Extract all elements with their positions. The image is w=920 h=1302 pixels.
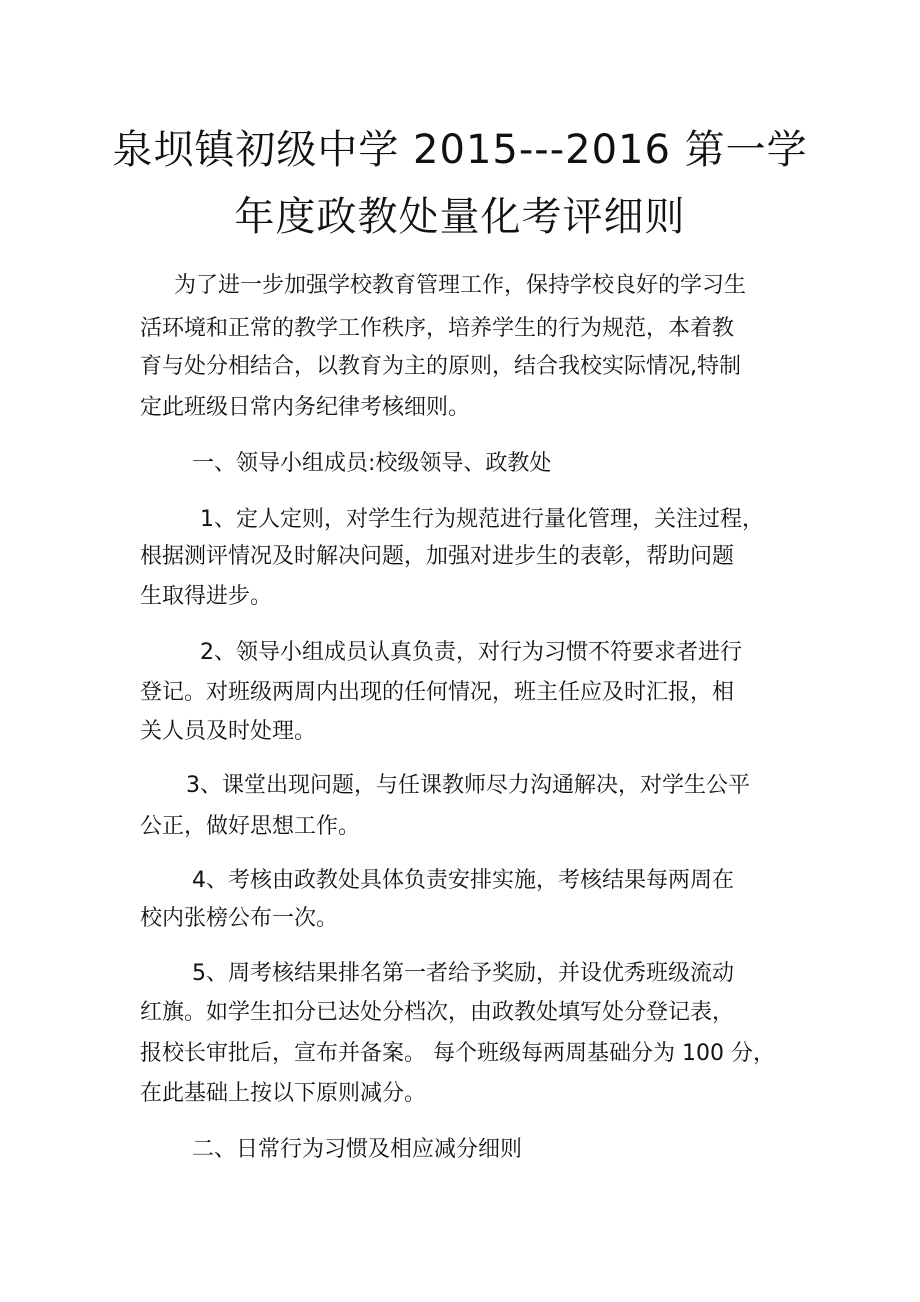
intro-line-4: 定此班级日常内务纪律考核细则。 [140,395,471,420]
item-4-line-1: 4、考核由政教处具体负责安排实施，考核结果每两周在 [192,868,734,893]
item-3-line-2: 公正，做好思想工作。 [140,814,361,839]
item-1-line-1: 1、定人定则，对学生行为规范进行量化管理，关注过程， [200,507,764,532]
page-title-line-1: 泉坝镇初级中学 2015---2016 第一学 [112,127,808,173]
item-1-line-2: 根据测评情况及时解决问题，加强对进步生的表彰，帮助问题 [140,544,735,569]
intro-line-2: 活环境和正常的教学工作秩序，培养学生的行为规范，本着教 [140,316,735,341]
page-title-line-2: 年度政教处量化考评细则 [234,194,686,240]
item-2-line-2: 登记。对班级两周内出现的任何情况，班主任应及时汇报，相 [140,680,735,705]
item-4-line-2: 校内张榜公布一次。 [140,906,339,931]
item-5-line-1: 5、周考核结果排名第一者给予奖励，并设优秀班级流动 [192,961,734,986]
item-5-line-4: 在此基础上按以下原则减分。 [140,1081,427,1106]
section-heading-1: 一、领导小组成员:校级领导、政教处 [192,451,552,476]
item-3-line-1: 3、课堂出现问题，与任课教师尽力沟通解决，对学生公平 [186,773,750,798]
item-2-line-1: 2、领导小组成员认真负责，对行为习惯不符要求者进行 [200,640,742,665]
item-2-line-3: 关人员及时处理。 [140,719,317,744]
intro-line-3: 育与处分相结合，以教育为主的原则，结合我校实际情况,特制 [140,354,741,379]
item-5-line-3: 报校长审批后，宣布并备案。 每个班级每两周基础分为 100 分， [140,1041,775,1066]
item-5-line-2: 红旗。如学生扣分已达处分档次，由政教处填写处分登记表， [140,1000,735,1025]
section-heading-2: 二、日常行为习惯及相应减分细则 [192,1137,523,1162]
item-1-line-3: 生取得进步。 [140,584,273,609]
intro-line-1: 为了进一步加强学校教育管理工作，保持学校良好的学习生 [174,273,747,298]
